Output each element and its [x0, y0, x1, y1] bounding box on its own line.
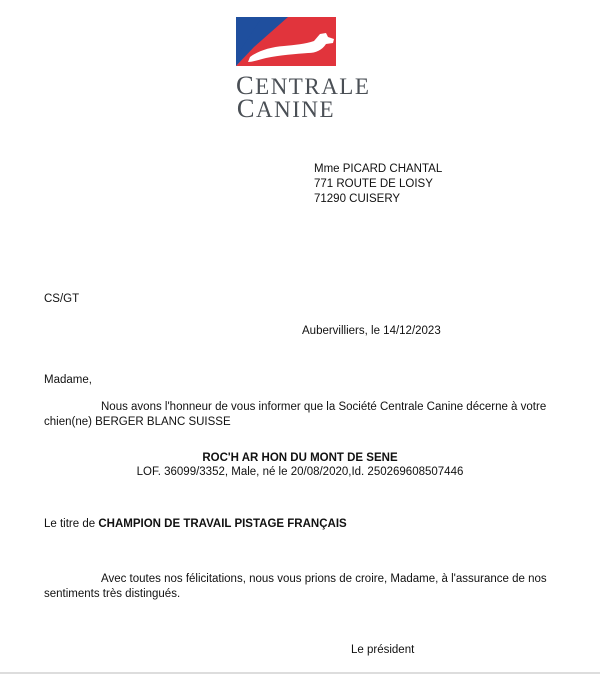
intro-paragraph	[44, 400, 546, 430]
intro-line-2: chien(ne) BERGER BLANC SUISSE	[44, 416, 231, 428]
logo-initial: C	[236, 70, 256, 100]
intro-line-1: Nous avons l'honneur de vous informer que la Société Centrale Canine décerne à votre	[101, 401, 547, 413]
reference: CS/GT	[44, 293, 80, 305]
logo-initial: C	[236, 93, 257, 123]
title-prefix: Le titre de	[44, 518, 96, 530]
title-name: CHAMPION DE TRAVAIL PISTAGE FRANÇAIS	[98, 518, 347, 530]
recipient-address	[314, 162, 442, 207]
dog-name-text: ROC'H AR HON DU MONT DE SENE	[202, 452, 398, 464]
signature: Le président	[351, 644, 415, 656]
place-date: Aubervilliers, le 14/12/2023	[302, 325, 441, 337]
salutation: Madame,	[44, 374, 92, 386]
title-line	[44, 518, 347, 530]
centrale-canine-logo	[236, 17, 371, 123]
dog-details: LOF. 36099/3352, Male, né le 20/08/2020,Id. 250269608507446	[136, 466, 464, 478]
recipient-street: 771 ROUTE DE LOISY	[314, 178, 433, 190]
logo-rest: ANINE	[256, 97, 336, 122]
dog-name	[0, 452, 600, 464]
closing-line-2: sentiments très distingués.	[44, 588, 181, 600]
closing-paragraph	[44, 572, 547, 602]
recipient-name: Mme PICARD CHANTAL	[314, 163, 443, 175]
logo-text-canine	[236, 93, 336, 124]
closing-line-1: Avec toutes nos félicitations, nous vous prions de croire, Madame, à l'assurance de nos	[101, 573, 547, 585]
dog-logo-icon	[236, 17, 336, 66]
logo-rest: ENTRALE	[255, 74, 371, 99]
recipient-city: 71290 CUISERY	[314, 193, 401, 205]
